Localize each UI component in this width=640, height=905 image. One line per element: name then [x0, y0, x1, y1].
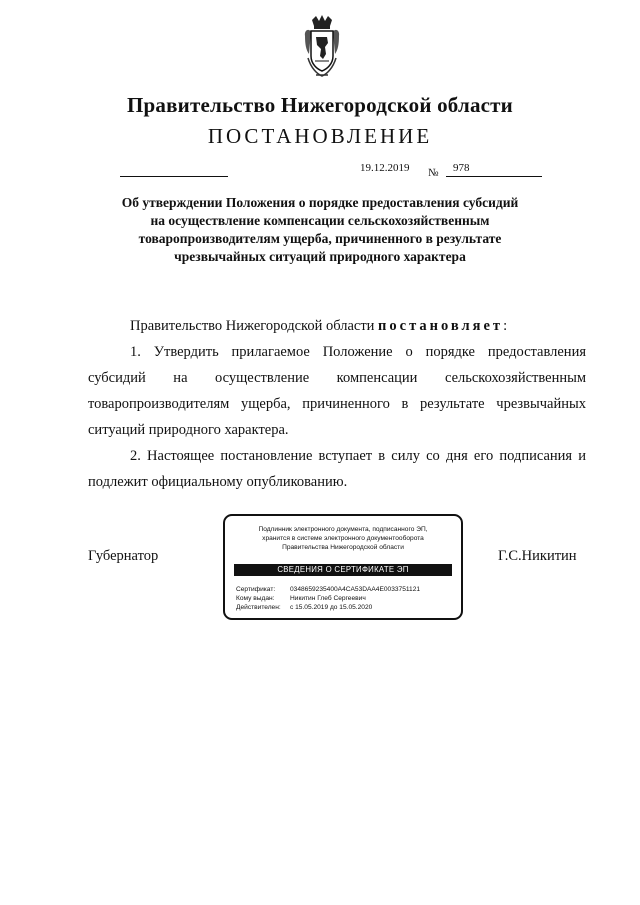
stamp-value: 0348659235400A4CA53DAA4E0033751121	[290, 586, 421, 593]
blank-line	[120, 176, 228, 177]
stamp-certificate-banner: СВЕДЕНИЯ О СЕРТИФИКАТЕ ЭП	[234, 564, 452, 576]
stamp-row-validity	[236, 603, 455, 612]
nizhny-novgorod-coat-of-arms-icon	[303, 14, 341, 80]
stamp-row-owner	[236, 594, 455, 603]
intro-verb: постановляет	[378, 318, 504, 334]
document-subject: Об утверждении Положения о порядке предоставления субсидий на осуществление компенсации сельскохозяйственным товаропроизводителям ущерба, причиненного в результате чрезвычайных ситуаций природного характера	[121, 195, 519, 264]
electronic-signature-stamp	[223, 514, 463, 620]
document-number: 978	[453, 162, 470, 174]
signature-role: Губернатор	[88, 548, 159, 564]
stamp-label: Кому выдан:	[236, 595, 275, 602]
stamp-header	[231, 525, 455, 552]
government-name: Правительство Нижегородской области	[127, 93, 513, 117]
stamp-certificate-info	[236, 585, 455, 612]
stamp-header-line: Подлинник электронного документа, подписанного ЭП,	[258, 526, 428, 533]
stamp-value: Никитин Глеб Сергеевич	[290, 595, 366, 602]
stamp-row-certificate	[236, 585, 455, 594]
document-type: ПОСТАНОВЛЕНИЕ	[207, 124, 433, 148]
stamp-value: с 15.05.2019 до 15.05.2020	[290, 604, 373, 611]
stamp-label: Сертификат:	[236, 586, 276, 593]
intro-prefix: Правительство Нижегородской области	[130, 318, 375, 334]
stamp-header-line: Правительства Нижегородской области	[282, 544, 404, 551]
paragraph-item-2: 2. Настоящее постановление вступает в силу со дня его подписания и подлежит официальному опубликованию.	[88, 448, 586, 490]
intro-colon: :	[503, 318, 508, 334]
document-date: 19.12.2019	[360, 162, 410, 174]
intro-paragraph	[88, 313, 586, 339]
stamp-header-line: хранится в системе электронного документооборота	[262, 535, 424, 542]
signature-name: Г.С.Никитин	[498, 548, 577, 564]
paragraph-item-1: 1. Утвердить прилагаемое Положение о порядке предоставления субсидий на осуществление компенсации сельскохозяйственным товаропроизводителям ущерба, причиненного в результате чрезвычайных ситуаций природного характера.	[88, 344, 586, 438]
number-sign: №	[428, 167, 439, 179]
stamp-label: Действителен:	[236, 604, 281, 611]
number-underline	[446, 176, 542, 177]
